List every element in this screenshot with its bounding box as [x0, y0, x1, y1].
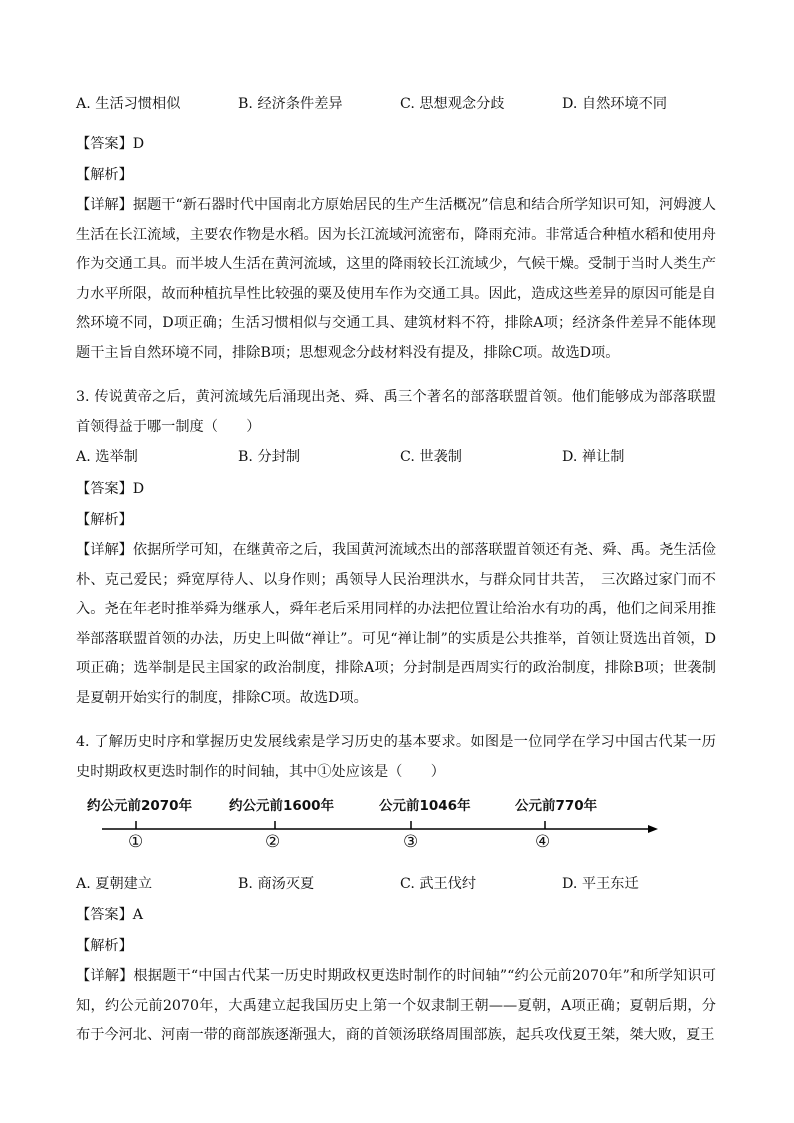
q4-option-c[interactable]: C. 武王伐纣 [400, 876, 477, 892]
q4-stem: 4. 了解历史时序和掌握历史发展线索是学习历史的基本要求。如图是一位同学在学习中国古代某一历史时期政权更迭时制作的时间轴，其中①处应该是（ ） [76, 734, 716, 780]
q2-answer: 【答案】D [76, 136, 145, 152]
q4-option-b[interactable]: B. 商汤灭夏 [238, 876, 315, 892]
q2-analysis-label: 【解析】 [76, 167, 133, 183]
timeline-mark-2: ② [265, 832, 281, 852]
q2-options [76, 94, 716, 114]
q2-detail: 【详解】据题干“新石器时代中国南北方原始居民的生产生活概况”信息和结合所学知识可知，河姆渡人生活在长江流域，主要农作物是水稻。因为长江流域河流密布，降雨充沛。非常适合种植水稻和使用舟作为交通工具。而半坡人生活在黄河流域，这里的降雨较长江流域少，气候干燥。受制于当时人类生产力水平所限，故而种植抗旱性比较强的粟及使用车作为交通工具。因此，造成这些差异的原因可能是自然环境不同，D项正确；生活习惯相似与交通工具、建筑材料不符，排除A项；经济条件差异不能体现题干主旨自然环境不同，排除B项；思想观念分歧材料没有提及，排除C项。故选D项。 [76, 197, 716, 361]
timeline-figure [76, 790, 716, 860]
timeline-mark-1: ① [128, 832, 144, 852]
timeline-label-4: 公元前770年 [515, 798, 598, 814]
q4-options [76, 874, 716, 894]
timeline-label-3: 公元前1046年 [379, 798, 471, 814]
q2-option-d[interactable]: D. 自然环境不同 [562, 96, 668, 112]
q2-option-b[interactable]: B. 经济条件差异 [238, 96, 343, 112]
q4-answer: 【答案】A [76, 907, 143, 923]
q2-option-a[interactable]: A. 生活习惯相似 [76, 96, 181, 112]
q3-option-d[interactable]: D. 禅让制 [562, 449, 625, 465]
q4-detail: 【详解】根据题干“中国古代某一历史时期政权更迭时制作的时间轴”“约公元前2070年”和所学知识可知，约公元前2070年，大禹建立起我国历史上第一个奴隶制王朝——夏朝，A项正确；夏朝后期，分布于今河北、河南一带的商部族逐渐强大，商的首领汤联络周围部族，起兵攻伐夏王桀，桀大败，夏王 [76, 968, 716, 1044]
timeline-axis [102, 818, 662, 842]
q3-detail: 【详解】依据所学可知，在继黄帝之后，我国黄河流域杰出的部落联盟首领还有尧、舜、禹。尧生活俭朴、克己爱民；舜宽厚待人、以身作则；禹领导人民治理洪水，与群众同甘共苦， 三次路过家门而不入。尧在年老时推举舜为继承人，舜年老后采用同样的办法把位置让给治水有功的禹，他们之间采用推举部落联盟首领的办法，历史上叫做“禅让”。可见“禅让制”的实质是公共推举，首领让贤选出首领，D项正确；选举制是民主国家的政治制度，排除A项；分封制是西周实行的政治制度，排除B项；世袭制是夏朝开始实行的制度，排除C项。故选D项。 [76, 542, 716, 706]
q4-option-a[interactable]: A. 夏朝建立 [76, 876, 153, 892]
q2-option-c[interactable]: C. 思想观念分歧 [400, 96, 505, 112]
timeline-mark-4: ④ [535, 832, 551, 852]
q4-option-d[interactable]: D. 平王东迁 [562, 876, 639, 892]
timeline-label-2: 约公元前1600年 [229, 798, 335, 814]
q3-option-b[interactable]: B. 分封制 [238, 449, 301, 465]
q3-analysis-label: 【解析】 [76, 512, 133, 528]
timeline-label-1: 约公元前2070年 [87, 798, 193, 814]
timeline-mark-3: ③ [403, 832, 419, 852]
q3-option-c[interactable]: C. 世袭制 [400, 449, 462, 465]
q3-options [76, 447, 716, 467]
q3-option-a[interactable]: A. 选举制 [76, 449, 138, 465]
q4-analysis-label: 【解析】 [76, 938, 133, 954]
q3-stem: 3. 传说黄帝之后，黄河流域先后涌现出尧、舜、禹三个著名的部落联盟首领。他们能够成为部落联盟首领得益于哪一制度（ ） [76, 389, 716, 435]
q3-answer: 【答案】D [76, 481, 145, 497]
